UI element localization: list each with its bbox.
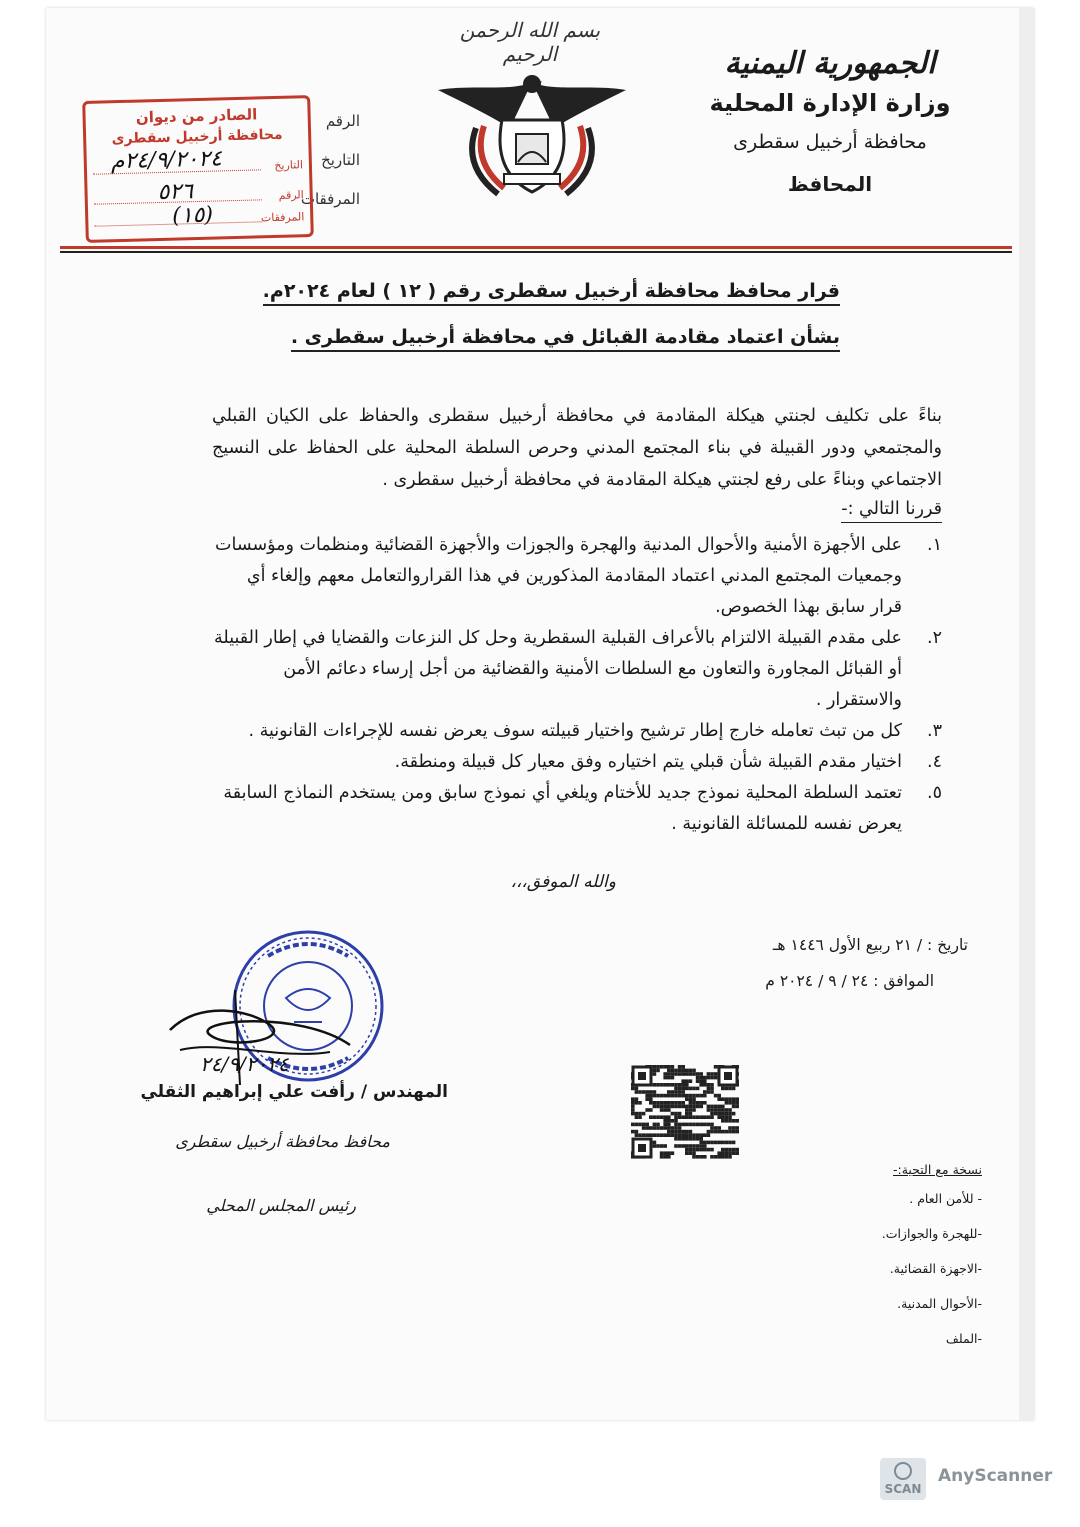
yemen-eagle-emblem-icon xyxy=(432,62,632,202)
scan-badge-text: SCAN xyxy=(884,1482,922,1496)
signatory-title: محافظ محافظة أرخبيل سقطرى xyxy=(175,1132,390,1151)
stamp-attachments-value: (١٥) xyxy=(171,202,214,229)
decided-heading: قررنا التالي :- xyxy=(841,496,942,523)
governor-label: المحافظ xyxy=(787,172,873,196)
item-number: ٤. xyxy=(927,752,942,772)
list-item: -الاجهزة القضائية. xyxy=(889,1261,982,1276)
stamp-attachments-label: المرفقات xyxy=(260,210,305,225)
list-item xyxy=(212,778,942,840)
item-number: ١. xyxy=(927,535,942,555)
attachments-label: المرفقات xyxy=(300,190,360,208)
date-label: التاريخ xyxy=(321,151,360,169)
item-text: على مقدم القبيلة الالتزام بالأعراف القبلية السقطرية وحل كل النزعات والقضايا في إطار القبيلة أو القبائل المجاورة والتعاون مع السلطات الأمنية والقضائية من أجل إرساء دعائم الأمن والاستقرار . xyxy=(214,628,902,710)
header-rule-black xyxy=(60,251,1012,253)
signatory-name: المهندس / رأفت علي إبراهيم الثقلي xyxy=(140,1082,448,1102)
hijri-date: تاريخ : / ٢١ ربيع الأول ١٤٤٦ هـ xyxy=(772,936,968,954)
item-text: على الأجهزة الأمنية والأحوال المدنية والهجرة والجوزات والأجهزة القضائية ومنظمات ومؤسسات وجمعيات المجتمع المدني اعتماد المقادمة المذكورين في هذا القراروالتعامل معهم وإلغاء أي قرار سابق بهذا الخصوص. xyxy=(215,535,902,617)
stamp-date-value: ٢٤/٩/٢٠٢٤م xyxy=(110,146,223,175)
list-item xyxy=(212,747,942,778)
governorate-name: محافظة أرخبيل سقطرى xyxy=(733,131,927,153)
decision-title: قرار محافظ محافظة أرخبيل سقطرى رقم ( ١٢ ) لعام ٢٠٢٤م. xyxy=(263,280,840,306)
republic-name: الجمهورية اليمنية xyxy=(724,46,936,81)
intro-paragraph: بناءً على تكليف لجنتي هيكلة المقادمة في محافظة أرخبيل سقطرى والحفاظ على الكيان القبلي والمجتمعي ودور القبيلة في بناء المجتمع المدني وحرص السلطة المحلية على الحفاظ على النسيج الاجتماعي وبناءً على رفع لجنتي هيكلة المقادمة في محافظة أرخبيل سقطرى . xyxy=(212,406,942,490)
anyscanner-name: AnyScanner xyxy=(938,1466,1053,1486)
letterhead xyxy=(700,44,960,206)
copies-heading: نسخة مع التحية:- xyxy=(892,1162,982,1177)
item-number: ٢. xyxy=(927,628,942,648)
stamp-number-value: ٥٢٦ xyxy=(157,179,194,206)
list-item: -الأحوال المدنية. xyxy=(897,1296,982,1311)
stamp-line2: محافظة أرخبيل سقطرى xyxy=(111,126,283,148)
stamp-number-label: الرقم xyxy=(278,188,304,202)
item-text: تعتمد السلطة المحلية نموذج جديد للأختام ويلغي أي نموذج سابق ومن يستخدم النماذج السابقة يعرض نفسه للمسائلة القانونية . xyxy=(223,783,902,834)
signature-date: ٢٤/٩/٢٠٢٤ xyxy=(200,1052,289,1076)
item-number: ٥. xyxy=(927,783,942,803)
scan-circle-icon xyxy=(894,1462,912,1480)
list-item: -للهجرة والجوازات. xyxy=(881,1226,982,1241)
list-item: -الملف xyxy=(945,1331,982,1346)
signatory-title-council: رئيس المجلس المحلي xyxy=(206,1196,356,1215)
list-item: - للأمن العام . xyxy=(909,1191,982,1206)
item-text: اختيار مقدم القبيلة شأن قبلي يتم اختياره وفق معيار كل قبيلة ومنطقة. xyxy=(394,752,902,772)
item-text: كل من تبث تعامله خارج إطار ترشيح واختيار قبيلته سوف يعرض نفسه للإجراءات القانونية . xyxy=(248,721,902,741)
decision-items xyxy=(212,530,942,840)
outgoing-stamp xyxy=(82,95,314,243)
number-label: الرقم xyxy=(325,112,360,130)
copies-list xyxy=(882,1162,982,1360)
list-item xyxy=(212,623,942,716)
gregorian-date: الموافق : ٢٤ / ٩ / ٢٠٢٤ م xyxy=(765,972,934,990)
qr-code-icon xyxy=(631,1065,739,1159)
basmala: بسم الله الرحمن الرحيم xyxy=(459,18,601,66)
page-edge xyxy=(1019,8,1034,1420)
list-item xyxy=(212,530,942,623)
item-number: ٣. xyxy=(927,721,942,741)
decision-subject: بشأن اعتماد مقادمة القبائل في محافظة أرخبيل سقطرى . xyxy=(291,326,840,352)
list-item xyxy=(212,716,942,747)
stamp-line1: الصادر من ديوان xyxy=(135,105,258,127)
header-rule-red xyxy=(60,246,1012,249)
ministry-name: وزارة الإدارة المحلية xyxy=(709,89,951,117)
closing-phrase: والله الموفق،،، xyxy=(510,872,616,892)
stamp-date-label: التاريخ xyxy=(274,158,304,172)
anyscanner-logo xyxy=(880,1458,926,1500)
